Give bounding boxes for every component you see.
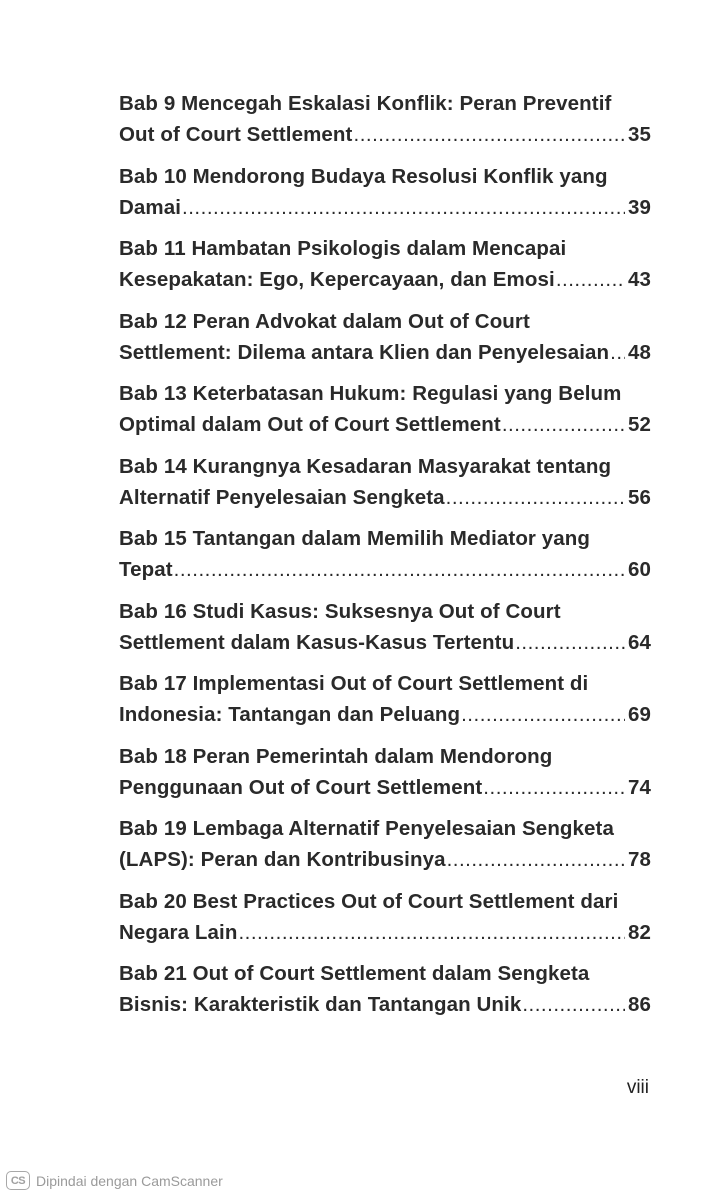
toc-entry-page-number: 35 bbox=[627, 123, 651, 146]
toc-entry-title-line2 bbox=[119, 192, 651, 223]
toc-entry bbox=[119, 161, 651, 223]
toc-entry-title-text: Damai bbox=[119, 195, 182, 219]
toc-entry-title-line2 bbox=[119, 627, 651, 658]
toc-entry bbox=[119, 958, 651, 1020]
toc-entry bbox=[119, 88, 651, 150]
toc-entry-title-line2 bbox=[119, 337, 651, 368]
toc-entry-title-line2 bbox=[119, 264, 651, 295]
dot-leader bbox=[446, 482, 625, 513]
toc-entry-title-line2 bbox=[119, 989, 651, 1020]
toc-entry-title-line2 bbox=[119, 482, 651, 513]
toc-entry-title-line2 bbox=[119, 844, 651, 875]
dot-leader bbox=[447, 844, 625, 875]
toc-entry-title-line2 bbox=[119, 409, 651, 440]
toc-entry-title-text: Alternatif Penyelesaian Sengketa bbox=[119, 485, 445, 509]
toc-entry-title-line1: Bab 18 Peran Pemerintah dalam Mendorong bbox=[119, 744, 553, 768]
toc-entry bbox=[119, 596, 651, 658]
camscanner-logo-icon: CS bbox=[6, 1171, 30, 1190]
toc-entry-page-number: 78 bbox=[627, 848, 651, 871]
toc-entry-title-text: Indonesia: Tantangan dan Peluang bbox=[119, 703, 461, 726]
toc-entry-title-line1: Bab 13 Keterbatasan Hukum: Regulasi yang Belum bbox=[119, 382, 622, 405]
toc-entry bbox=[119, 233, 651, 295]
toc-entry bbox=[119, 668, 651, 730]
toc-entry bbox=[119, 378, 651, 440]
toc-entry-page-number: 74 bbox=[627, 775, 651, 799]
dot-leader bbox=[461, 699, 625, 730]
toc-entry-page-number: 60 bbox=[627, 558, 651, 581]
dot-leader bbox=[522, 989, 625, 1020]
dot-leader bbox=[483, 772, 625, 803]
dot-leader bbox=[610, 337, 625, 368]
toc-entry-title-text: Tepat bbox=[119, 558, 173, 581]
table-of-contents bbox=[119, 88, 651, 1031]
toc-entry-title-text: (LAPS): Peran dan Kontribusinya bbox=[119, 848, 446, 871]
toc-entry-title-line1: Bab 9 Mencegah Eskalasi Konflik: Peran Preventif bbox=[119, 92, 612, 115]
toc-entry-page-number: 52 bbox=[627, 413, 651, 436]
toc-entry-title-text: Settlement: Dilema antara Klien dan Penyelesaian bbox=[119, 340, 610, 364]
toc-entry-title-text: Out of Court Settlement bbox=[119, 123, 353, 146]
dot-leader bbox=[556, 264, 625, 295]
dot-leader bbox=[238, 917, 625, 948]
toc-entry-title-line2 bbox=[119, 554, 651, 585]
toc-entry-title-line2 bbox=[119, 917, 651, 948]
dot-leader bbox=[515, 627, 625, 658]
toc-entry-page-number: 48 bbox=[627, 340, 651, 364]
dot-leader bbox=[502, 409, 625, 440]
toc-entry-title-text: Penggunaan Out of Court Settlement bbox=[119, 775, 483, 799]
toc-entry-title-text: Bisnis: Karakteristik dan Tantangan Unik bbox=[119, 993, 522, 1016]
toc-entry-title-text: Negara Lain bbox=[119, 920, 238, 944]
toc-entry-page-number: 64 bbox=[627, 630, 651, 654]
toc-entry-title-line1: Bab 16 Studi Kasus: Suksesnya Out of Court bbox=[119, 599, 561, 623]
watermark-text: Dipindai dengan CamScanner bbox=[36, 1172, 223, 1189]
toc-entry-title-text: Optimal dalam Out of Court Settlement bbox=[119, 413, 501, 436]
toc-entry bbox=[119, 451, 651, 513]
toc-entry-title-line1: Bab 15 Tantangan dalam Memilih Mediator yang bbox=[119, 527, 591, 550]
toc-entry-page-number: 69 bbox=[627, 703, 651, 726]
toc-entry-title-line1: Bab 11 Hambatan Psikologis dalam Mencapai bbox=[119, 237, 567, 260]
toc-entry-page-number: 82 bbox=[627, 920, 651, 944]
toc-entry bbox=[119, 306, 651, 368]
toc-entry-title-line2 bbox=[119, 699, 651, 730]
toc-entry-title-line2 bbox=[119, 772, 651, 803]
dot-leader bbox=[174, 554, 625, 585]
dot-leader bbox=[354, 119, 625, 150]
toc-entry-title-line1: Bab 21 Out of Court Settlement dalam Sengketa bbox=[119, 962, 590, 985]
dot-leader bbox=[182, 192, 625, 223]
toc-entry-title-line1: Bab 20 Best Practices Out of Court Settlement dari bbox=[119, 889, 619, 913]
toc-entry-page-number: 86 bbox=[627, 993, 651, 1016]
toc-entry bbox=[119, 813, 651, 875]
toc-entry bbox=[119, 523, 651, 585]
toc-entry-title-line2 bbox=[119, 119, 651, 150]
toc-entry-title-text: Kesepakatan: Ego, Kepercayaan, dan Emosi bbox=[119, 268, 555, 291]
toc-entry-title-text: Settlement dalam Kasus-Kasus Tertentu bbox=[119, 630, 515, 654]
toc-entry-title-line1: Bab 10 Mendorong Budaya Resolusi Konflik yang bbox=[119, 164, 608, 188]
toc-entry-page-number: 43 bbox=[627, 268, 651, 291]
toc-entry-title-line1: Bab 12 Peran Advokat dalam Out of Court bbox=[119, 309, 530, 333]
toc-entry-title-line1: Bab 19 Lembaga Alternatif Penyelesaian Sengketa bbox=[119, 817, 614, 840]
camscanner-watermark bbox=[6, 1171, 223, 1190]
toc-entry-page-number: 56 bbox=[627, 485, 651, 509]
toc-entry-title-line1: Bab 14 Kurangnya Kesadaran Masyarakat tentang bbox=[119, 454, 612, 478]
toc-entry bbox=[119, 741, 651, 803]
page-number: viii bbox=[626, 1077, 649, 1098]
toc-entry-page-number: 39 bbox=[627, 195, 651, 219]
toc-entry bbox=[119, 886, 651, 948]
toc-entry-title-line1: Bab 17 Implementasi Out of Court Settlement di bbox=[119, 672, 589, 695]
